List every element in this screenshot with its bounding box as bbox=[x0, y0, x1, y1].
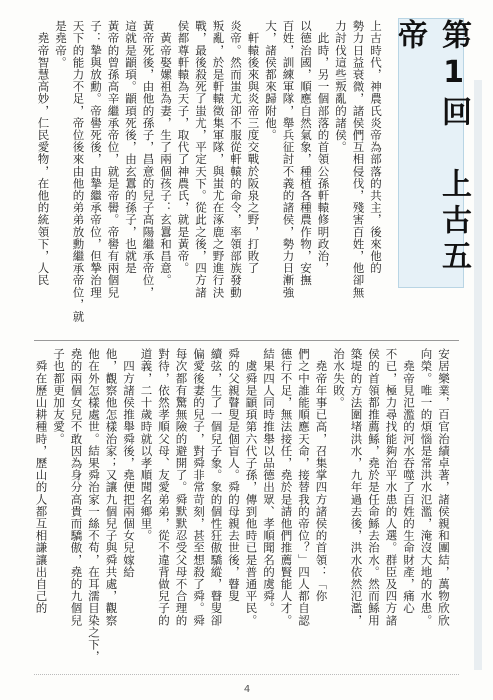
top-text-line: 以德治國，順應自然氣象，種植各種農作物，安撫 bbox=[299, 20, 313, 287]
bottom-text-line: 治水失敗。 bbox=[332, 348, 346, 409]
bottom-text-line: 道義，二十歲時就以孝順聞名鄉里。 bbox=[139, 348, 154, 542]
top-text-line: 勢力日益衰微，諸侯們互相侵伐，殘害百姓，他卻無 bbox=[351, 20, 366, 299]
top-text-line: 黃帝的曾孫高辛繼承帝位，就是帝嚳。帝嚳有兩個兒 bbox=[106, 20, 121, 299]
top-text-line: 子：摯與放勳。帝嚳死後，由摯繼承帝位，但摯治理 bbox=[89, 20, 103, 299]
top-text-line: 這就是顓頊。顓頊死後，由玄囂的孫子，也就是 bbox=[124, 20, 138, 275]
bottom-text-line: 他，觀察他怎樣治家；又讓九個兒子與舜共處，觀察 bbox=[104, 348, 119, 627]
top-text-line: 侯都尊軒轅為天子，取代了神農氏，就是黃帝。 bbox=[176, 20, 191, 275]
bottom-text-line: 堯帝年事已高，召集掌四方諸侯的首領：「你 bbox=[314, 348, 329, 603]
section-divider bbox=[34, 340, 459, 341]
chapter-title: 第1回 上古五帝 bbox=[392, 19, 471, 276]
top-text-line: 叛亂，於是軒轅徵集軍隊，與蚩尤在涿鹿之野進行決 bbox=[211, 20, 226, 299]
top-text-line: 力討伐這些叛亂的諸侯。 bbox=[334, 20, 348, 154]
bottom-text-line: 虞舜是顓頊第六代子孫，傳到他時已是普通平民。 bbox=[244, 348, 259, 627]
bottom-text-line: 每次都有驚無險的避開了。舜默默忍受父母不合理的 bbox=[174, 348, 189, 627]
top-text-block bbox=[0, 20, 493, 336]
bottom-text-line: 四方諸侯推舉舜後，堯便把兩個女兒嫁給 bbox=[122, 348, 136, 578]
footer-rule bbox=[34, 674, 459, 675]
bottom-text-line: 舜在歷山耕種時，歷山的人都互相謙讓出自己的 bbox=[34, 348, 49, 615]
top-text-line: 天下的能力不足，帝位後來由他的弟弟放勳繼承帝位，就 bbox=[71, 20, 86, 323]
bottom-text-line: 向榮。唯一的煩惱是常洪水氾濫，淹沒大地的水患。 bbox=[419, 348, 434, 627]
bottom-text-line: 堯帝見氾濫的河水吞噬了百姓的生命財產，痛心 bbox=[402, 348, 416, 615]
bottom-text-line: 結果四人同時推舉以品德出眾、孝順聞名的虞舜。 bbox=[262, 348, 276, 615]
bottom-text-line: 續弦，生了一個兒子象。象的個性狂傲驕縱，瞽叟卻 bbox=[209, 348, 224, 627]
top-text-line: 是堯帝。 bbox=[54, 20, 68, 69]
top-text-line: 黃帝娶嫘祖為妻，生了兩個孩子：玄囂和昌意。 bbox=[159, 20, 173, 287]
bottom-text-line: 舜的父親瞽叟是個盲人。舜的母親去世後，瞽叟 bbox=[227, 348, 241, 603]
bottom-text-line: 偏愛後妻的兒子，對舜非常苛刻，甚至想殺了舜。舜 bbox=[192, 348, 206, 627]
top-text-line: 上古時代，神農氏炎帝為部落的共主，後來他的 bbox=[369, 20, 383, 275]
top-text-line: 黃帝死後，由他的孫子，昌意的兒子高陽繼承帝位， bbox=[141, 20, 156, 299]
bottom-text-line: 對待，依然孝順父母、友愛弟弟，從不違背做兒子的 bbox=[157, 348, 171, 627]
bottom-text-line: 築堤的方法圍堵洪水，九年過去後，洪水依然氾濫， bbox=[349, 348, 364, 627]
bottom-text-block bbox=[0, 348, 493, 670]
bottom-text-line: 們之中誰能順應天命，接替我的帝位？」四人都自認 bbox=[297, 348, 311, 627]
bottom-text-line: 他在外怎樣處世。結果舜治家一絲不苟，在耳濡目染之下， bbox=[87, 348, 101, 663]
page-number: 4 bbox=[243, 684, 251, 695]
bottom-text-line: 不已，極力尋找能夠治平水患的人選。群臣及四方諸 bbox=[384, 348, 399, 627]
bottom-text-line: 安居樂業，百官治績卓著，諸侯親和團結，萬物欣欣 bbox=[437, 348, 451, 627]
bottom-text-line: 德行不足，無法接任，堯於是請他們推薦賢能人才。 bbox=[279, 348, 294, 627]
top-text-line: 軒轅後來與炎帝三度交戰於阪泉之野，打敗了 bbox=[246, 20, 261, 275]
bottom-text-line: 子也都更加友愛。 bbox=[52, 348, 66, 445]
top-text-line: 大，諸侯都來歸附他。 bbox=[264, 20, 278, 141]
top-text-line: 炎帝。然而蚩尤卻不服從軒轅的命令，率領部族發動 bbox=[229, 20, 243, 299]
top-text-line: 堯帝智慧高妙，仁民愛物，在他的統領下，人民 bbox=[36, 20, 51, 287]
top-text-line: 百姓，訓練軍隊，舉兵征討不義的諸侯，勢力日漸強 bbox=[281, 20, 296, 299]
bottom-text-line: 侯的首領都推薦鯀，堯於是任命鯀去治水。然而鯀用 bbox=[367, 348, 381, 627]
top-text-line: 戰，最後殺死了蚩尤，平定天下。從此之後，四方諸 bbox=[194, 20, 208, 299]
top-text-line: 此時，另一個部落的首領公孫軒轅修明政治， bbox=[316, 20, 331, 275]
bottom-text-line: 堯的兩個女兒不敢因為身分高貴而驕傲，堯的九個兒 bbox=[69, 348, 84, 627]
